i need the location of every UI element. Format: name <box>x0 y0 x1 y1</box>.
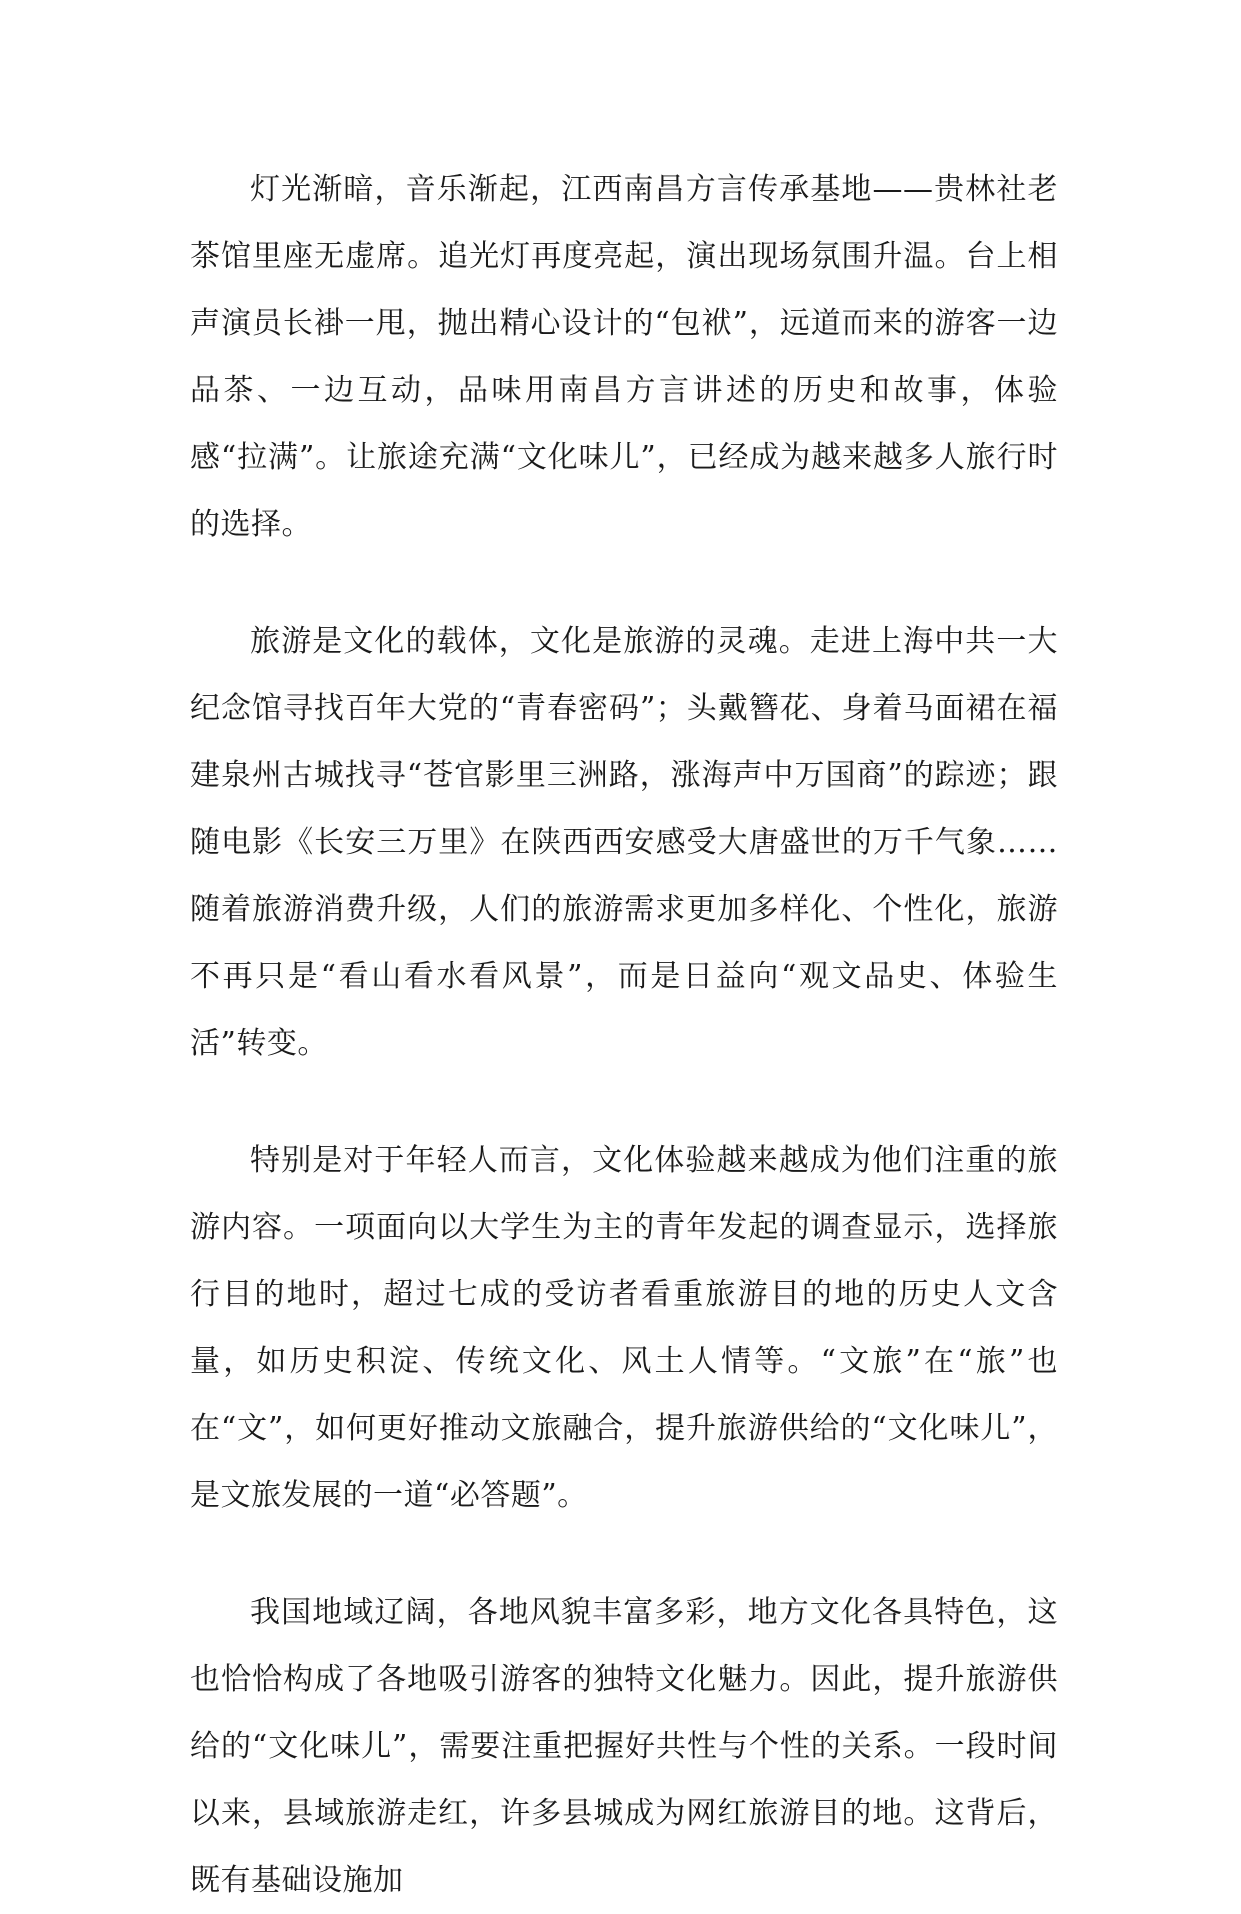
paragraph-2: 旅游是文化的载体，文化是旅游的灵魂。走进上海中共一大纪念馆寻找百年大党的“青春密码”；头戴簪花、身着马面裙在福建泉州古城找寻“苍官影里三洲路，涨海声中万国商”的踪迹；跟随电影《长安三万里》在陕西西安感受大唐盛世的万千气象……随着旅游消费升级，人们的旅游需求更加多样化、个性化，旅游不再只是“看山看水看风景”，而是日益向“观文品史、体验生活”转变。 <box>190 624 1058 1061</box>
paragraph-4: 我国地域辽阔，各地风貌丰富多彩，地方文化各具特色，这也恰恰构成了各地吸引游客的独特文化魅力。因此，提升旅游供给的“文化味儿”，需要注重把握好共性与个性的关系。一段时间以来，县域旅游走红，许多县城成为网红旅游目的地。这背后，既有基础设施加 <box>190 1595 1058 1898</box>
article-body <box>190 156 1058 1914</box>
paragraph-3: 特别是对于年轻人而言，文化体验越来越成为他们注重的旅游内容。一项面向以大学生为主的青年发起的调查显示，选择旅行目的地时，超过七成的受访者看重旅游目的地的历史人文含量，如历史积淀、传统文化、风土人情等。“文旅”在“旅”也在“文”，如何更好推动文旅融合，提升旅游供给的“文化味儿”，是文旅发展的一道“必答题”。 <box>190 1143 1058 1513</box>
paragraph-1: 灯光渐暗，音乐渐起，江西南昌方言传承基地——贵林社老茶馆里座无虚席。追光灯再度亮起，演出现场氛围升温。台上相声演员长褂一甩，抛出精心设计的“包袱”，远道而来的游客一边品茶、一边互动，品味用南昌方言讲述的历史和故事，体验感“拉满”。让旅途充满“文化味儿”，已经成为越来越多人旅行时的选择。 <box>190 172 1058 542</box>
